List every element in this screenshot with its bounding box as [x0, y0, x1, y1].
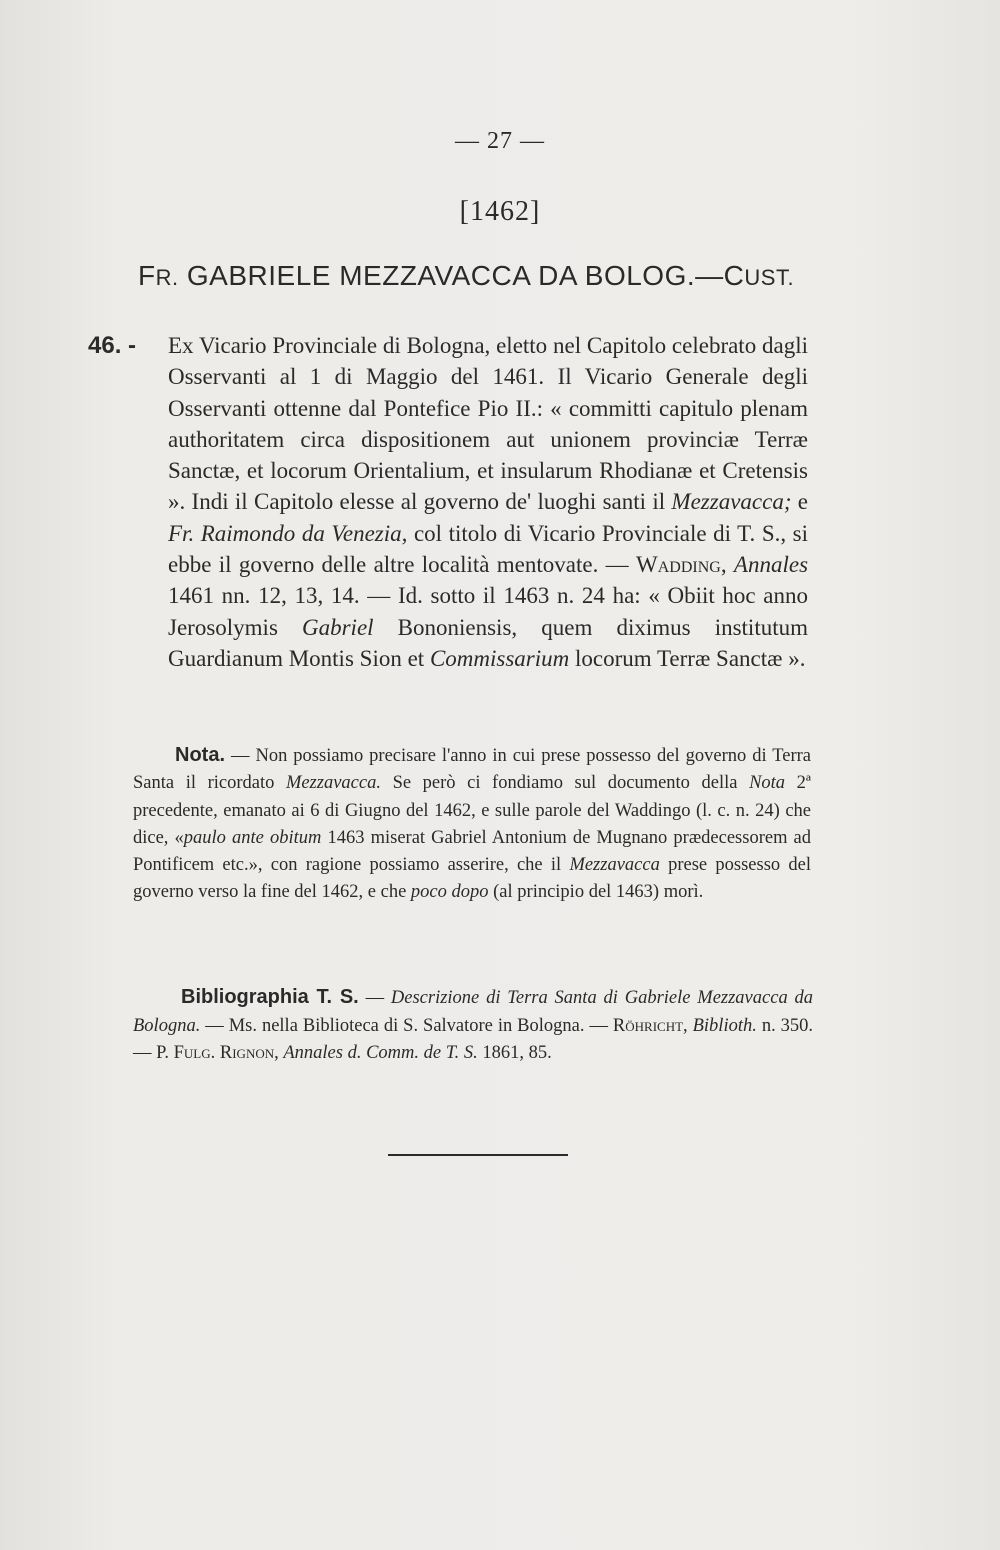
title-prefix-cap: F — [138, 260, 156, 291]
title-dash: — — [695, 260, 724, 291]
bibliography-paragraph: Bibliographia T. S. — Descrizione di Terra Santa di Gabriele Mezzavacca da Bologna. — Ms. nella Biblioteca di S. Salvatore in Bologna. — Röhricht, Biblioth. n. 350. — P. Fulg. Rignon, Annales d. Comm. de T. S. 1861, 85. — [133, 986, 814, 1064]
title-suffix-small: UST. — [744, 265, 795, 290]
entry-number: 46. - — [88, 332, 137, 359]
section-end-rule — [388, 1154, 568, 1156]
section-title — [138, 260, 838, 292]
entry-paragraph — [88, 330, 809, 674]
entry-text: Ex Vicario Provinciale di Bologna, eletto nel Capitolo celebrato dagli Osservanti al 1 di Maggio del 1461. Il Vicario Generale degli Osservanti ottenne dal Pontefice Pio II.: « committi capitulo plenam authoritatem circa dispositionem aut unionem provinciæ Terræ Sanctæ, et locorum Orientalium, et insularum Rhodianæ et Cretensis ». Indi il Capitolo elesse al governo de' luoghi santi il Mezzavacca; e Fr. Raimondo da Venezia, col titolo di Vicario Provinciale di T. S., si ebbe il governo delle altre località mentovate. — Wadding, Annales 1461 nn. 12, 13, 14. — Id. sotto il 1463 n. 24 ha: « Obiit hoc anno Jerosolymis Gabriel Bononiensis, quem diximus institutum Guardianum Montis Sion et Commissarium locorum Terræ Sanctæ ». — [168, 333, 809, 671]
note-paragraph: Nota. — Non possiamo precisare l'anno in cui prese possesso del governo di Terra Santa il ricordato Mezzavacca. Se però ci fondiamo sul documento della Nota 2ª precedente, emanato ai 6 di Giugno del 1462, e sulle parole del Waddingo (l. c. n. 24) che dice, «paulo ante obitum 1463 miserat Gabriel Antonium de Mugnano prædecessorem ad Pontificem etc.», con ragione possiamo asserire, che il Mezzavacca prese possesso del governo verso la fine del 1462, e che poco dopo (al principio del 1463) morì. — [133, 744, 812, 903]
year-heading: [1462] — [459, 196, 541, 227]
title-main: GABRIELE MEZZAVACCA DA BOLOG. — [178, 260, 696, 291]
title-suffix-cap: C — [723, 260, 745, 291]
note-label: Nota. — [175, 744, 225, 766]
bibliography-label: Bibliographia T. S. — [181, 986, 359, 1008]
title-prefix-small: R. — [155, 265, 179, 290]
page-number: — 27 — — [455, 128, 545, 154]
